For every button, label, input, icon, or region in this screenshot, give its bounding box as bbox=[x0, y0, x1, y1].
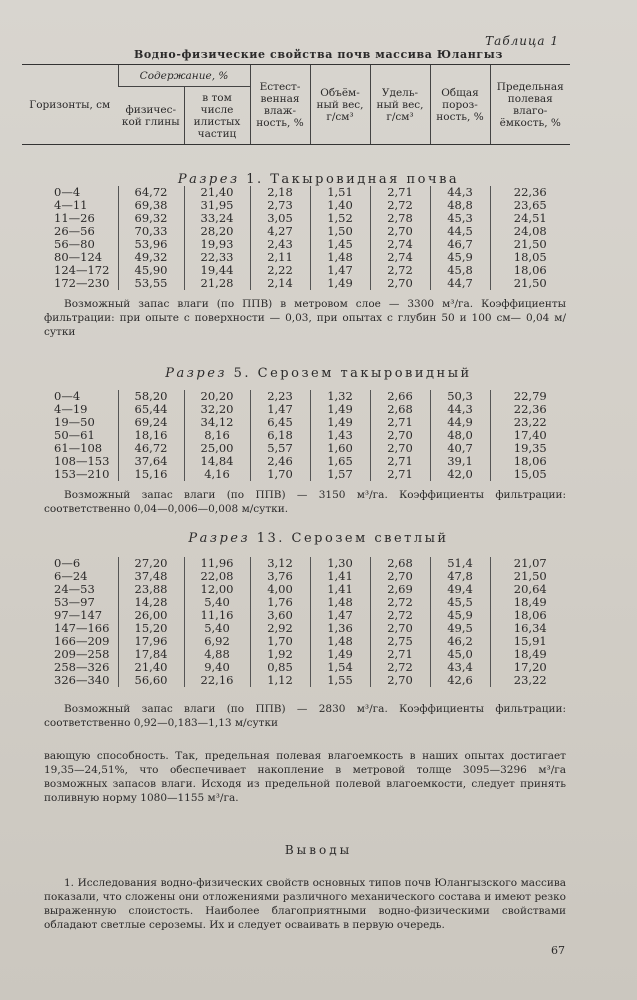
value-cell: 48,8 bbox=[430, 199, 490, 212]
value-cell: 2,70 bbox=[370, 277, 430, 290]
value-cell: 12,00 bbox=[184, 583, 250, 596]
value-cell: 2,71 bbox=[370, 648, 430, 661]
horizon-cell: 108—153 bbox=[54, 454, 110, 468]
table-row bbox=[22, 212, 570, 225]
col-moisture: Естест-венная влаж-ность, % bbox=[250, 65, 310, 145]
body-paragraph: вающую способность. Так, предельная полевая влагоемкость в наших опытах достигает 19,35—24,51%, что обеспечивает накопление в метровой толще 3095—3296 м³/га возможных запасов влаги. Исходя из предельной полевой влагоемкости, следует принять поливную норму 1080—1155 м³/га. bbox=[44, 750, 566, 804]
horizon-cell: 326—340 bbox=[54, 673, 110, 687]
horizon-cell: 0—6 bbox=[54, 556, 81, 570]
value-cell: 14,84 bbox=[184, 455, 250, 468]
horizon-cell: 26—56 bbox=[54, 224, 95, 238]
horizon-cell: 172—230 bbox=[54, 276, 110, 290]
conclusions-title: Выводы bbox=[284, 843, 353, 857]
value-cell: 18,16 bbox=[118, 429, 184, 442]
value-cell: 27,20 bbox=[118, 557, 184, 570]
value-cell: 1,51 bbox=[310, 186, 370, 199]
value-cell: 37,48 bbox=[118, 570, 184, 583]
value-cell: 5,57 bbox=[250, 442, 310, 455]
value-cell: 4,88 bbox=[184, 648, 250, 661]
value-cell: 19,35 bbox=[490, 442, 570, 455]
horizon-cell: 166—209 bbox=[54, 634, 110, 648]
value-cell: 1,52 bbox=[310, 212, 370, 225]
horizon-cell: 153—210 bbox=[54, 467, 110, 481]
value-cell: 2,70 bbox=[370, 570, 430, 583]
horizon-cell: 209—258 bbox=[54, 647, 110, 661]
value-cell: 23,65 bbox=[490, 199, 570, 212]
horizon-cell: 24—53 bbox=[54, 582, 95, 596]
value-cell: 1,47 bbox=[310, 264, 370, 277]
value-cell: 1,48 bbox=[310, 596, 370, 609]
value-cell: 1,49 bbox=[310, 403, 370, 416]
value-cell: 4,16 bbox=[184, 468, 250, 481]
value-cell: 6,92 bbox=[184, 635, 250, 648]
value-cell: 58,20 bbox=[118, 390, 184, 403]
horizon-cell: 50—61 bbox=[54, 428, 95, 442]
value-cell: 18,49 bbox=[490, 648, 570, 661]
table-row bbox=[22, 186, 570, 199]
table-number: Таблица 1 bbox=[485, 34, 559, 48]
value-cell: 22,36 bbox=[490, 403, 570, 416]
value-cell: 69,24 bbox=[118, 416, 184, 429]
value-cell: 45,90 bbox=[118, 264, 184, 277]
value-cell: 1,50 bbox=[310, 225, 370, 238]
value-cell: 2,70 bbox=[370, 622, 430, 635]
value-cell: 65,44 bbox=[118, 403, 184, 416]
value-cell: 1,45 bbox=[310, 238, 370, 251]
value-cell: 6,18 bbox=[250, 429, 310, 442]
value-cell: 2,70 bbox=[370, 442, 430, 455]
value-cell: 34,12 bbox=[184, 416, 250, 429]
horizon-cell: 4—11 bbox=[54, 198, 88, 212]
value-cell: 17,96 bbox=[118, 635, 184, 648]
value-cell: 51,4 bbox=[430, 557, 490, 570]
value-cell: 17,20 bbox=[490, 661, 570, 674]
table-row bbox=[22, 225, 570, 238]
value-cell: 2,92 bbox=[250, 622, 310, 635]
table-row bbox=[22, 238, 570, 251]
col-clay: физичес-кой глины bbox=[118, 87, 184, 145]
value-cell: 33,24 bbox=[184, 212, 250, 225]
value-cell: 15,16 bbox=[118, 468, 184, 481]
value-cell: 4,27 bbox=[250, 225, 310, 238]
value-cell: 22,08 bbox=[184, 570, 250, 583]
value-cell: 64,72 bbox=[118, 186, 184, 199]
col-bulk-density: Объём-ный вес, г/см³ bbox=[310, 65, 370, 145]
value-cell: 49,4 bbox=[430, 583, 490, 596]
value-cell: 1,36 bbox=[310, 622, 370, 635]
value-cell: 2,72 bbox=[370, 596, 430, 609]
value-cell: 2,70 bbox=[370, 225, 430, 238]
value-cell: 1,92 bbox=[250, 648, 310, 661]
value-cell: 2,66 bbox=[370, 390, 430, 403]
value-cell: 19,93 bbox=[184, 238, 250, 251]
value-cell: 1,60 bbox=[310, 442, 370, 455]
value-cell: 48,0 bbox=[430, 429, 490, 442]
value-cell: 18,06 bbox=[490, 609, 570, 622]
section-note: Возможный запас влаги (по ППВ) — 3150 м³/га. Коэффициенты фильтрации: соответственно 0,04—0,006—0,008 м/сутки. bbox=[44, 489, 566, 515]
value-cell: 1,40 bbox=[310, 199, 370, 212]
horizon-cell: 0—4 bbox=[54, 389, 81, 403]
value-cell: 42,0 bbox=[430, 468, 490, 481]
value-cell: 24,51 bbox=[490, 212, 570, 225]
value-cell: 15,20 bbox=[118, 622, 184, 635]
value-cell: 2,71 bbox=[370, 455, 430, 468]
value-cell: 1,30 bbox=[310, 557, 370, 570]
value-cell: 1,57 bbox=[310, 468, 370, 481]
value-cell: 5,40 bbox=[184, 622, 250, 635]
value-cell: 18,06 bbox=[490, 264, 570, 277]
value-cell: 53,96 bbox=[118, 238, 184, 251]
value-cell: 1,48 bbox=[310, 635, 370, 648]
value-cell: 3,60 bbox=[250, 609, 310, 622]
value-cell: 1,55 bbox=[310, 674, 370, 687]
value-cell: 47,8 bbox=[430, 570, 490, 583]
value-cell: 2,71 bbox=[370, 416, 430, 429]
value-cell: 21,40 bbox=[118, 661, 184, 674]
section-note: Возможный запас влаги (по ППВ) — 2830 м³/га. Коэффициенты фильтрации: соответственно 0,92—0,183—1,13 м/сутки bbox=[44, 703, 566, 729]
value-cell: 2,23 bbox=[250, 390, 310, 403]
value-cell: 46,2 bbox=[430, 635, 490, 648]
value-cell: 45,3 bbox=[430, 212, 490, 225]
col-horizon: Горизонты, см bbox=[22, 65, 118, 145]
horizon-cell: 6—24 bbox=[54, 569, 88, 583]
value-cell: 5,40 bbox=[184, 596, 250, 609]
value-cell: 2,74 bbox=[370, 251, 430, 264]
value-cell: 20,20 bbox=[184, 390, 250, 403]
value-cell: 25,00 bbox=[184, 442, 250, 455]
value-cell: 21,50 bbox=[490, 570, 570, 583]
value-cell: 17,84 bbox=[118, 648, 184, 661]
value-cell: 20,64 bbox=[490, 583, 570, 596]
value-cell: 18,49 bbox=[490, 596, 570, 609]
value-cell: 19,44 bbox=[184, 264, 250, 277]
value-cell: 16,34 bbox=[490, 622, 570, 635]
value-cell: 21,28 bbox=[184, 277, 250, 290]
value-cell: 2,70 bbox=[370, 429, 430, 442]
data-table bbox=[22, 557, 570, 687]
value-cell: 69,38 bbox=[118, 199, 184, 212]
value-cell: 9,40 bbox=[184, 661, 250, 674]
horizon-cell: 61—108 bbox=[54, 441, 103, 455]
value-cell: 2,43 bbox=[250, 238, 310, 251]
table-row bbox=[22, 468, 570, 481]
value-cell: 53,55 bbox=[118, 277, 184, 290]
value-cell: 2,71 bbox=[370, 186, 430, 199]
value-cell: 2,69 bbox=[370, 583, 430, 596]
value-cell: 14,28 bbox=[118, 596, 184, 609]
value-cell: 44,5 bbox=[430, 225, 490, 238]
value-cell: 21,50 bbox=[490, 238, 570, 251]
value-cell: 31,95 bbox=[184, 199, 250, 212]
value-cell: 1,76 bbox=[250, 596, 310, 609]
value-cell: 2,70 bbox=[370, 674, 430, 687]
value-cell: 23,22 bbox=[490, 674, 570, 687]
value-cell: 37,64 bbox=[118, 455, 184, 468]
table-row bbox=[22, 390, 570, 403]
value-cell: 21,50 bbox=[490, 277, 570, 290]
value-cell: 50,3 bbox=[430, 390, 490, 403]
data-table bbox=[22, 186, 570, 290]
value-cell: 2,68 bbox=[370, 557, 430, 570]
value-cell: 49,32 bbox=[118, 251, 184, 264]
section-title: 1. Такыровидная почва bbox=[246, 172, 460, 187]
value-cell: 11,16 bbox=[184, 609, 250, 622]
value-cell: 1,43 bbox=[310, 429, 370, 442]
value-cell: 42,6 bbox=[430, 674, 490, 687]
value-cell: 6,45 bbox=[250, 416, 310, 429]
conclusions-text: 1. Исследования водно-физических свойств основных типов почв Юлангызского массива показали, что сложены они отложениями различного механического состава и имеют резко выраженную слоистость. Наиболее благоприятными водно-физическими свойствами обладают светлые сероземы. Их и следует осваивать в первую очередь. bbox=[44, 877, 566, 931]
section-title: 5. Серозем такыровидный bbox=[233, 366, 472, 381]
value-cell: 40,7 bbox=[430, 442, 490, 455]
value-cell: 2,75 bbox=[370, 635, 430, 648]
value-cell: 22,33 bbox=[184, 251, 250, 264]
value-cell: 2,72 bbox=[370, 661, 430, 674]
value-cell: 2,74 bbox=[370, 238, 430, 251]
value-cell: 1,47 bbox=[310, 609, 370, 622]
table-row bbox=[22, 199, 570, 212]
value-cell: 21,40 bbox=[184, 186, 250, 199]
horizon-cell: 80—124 bbox=[54, 250, 103, 264]
value-cell: 4,00 bbox=[250, 583, 310, 596]
value-cell: 2,73 bbox=[250, 199, 310, 212]
value-cell: 3,05 bbox=[250, 212, 310, 225]
col-field-capacity: Предельная полевая влаго-ёмкость, % bbox=[490, 65, 570, 145]
section-label: Разрез bbox=[188, 531, 251, 546]
horizon-cell: 124—172 bbox=[54, 263, 110, 277]
table-row bbox=[22, 596, 570, 609]
value-cell: 39,1 bbox=[430, 455, 490, 468]
table-row bbox=[22, 570, 570, 583]
horizon-cell: 97—147 bbox=[54, 608, 103, 622]
value-cell: 22,16 bbox=[184, 674, 250, 687]
horizon-cell: 19—50 bbox=[54, 415, 95, 429]
value-cell: 1,48 bbox=[310, 251, 370, 264]
value-cell: 22,79 bbox=[490, 390, 570, 403]
value-cell: 15,05 bbox=[490, 468, 570, 481]
value-cell: 22,36 bbox=[490, 186, 570, 199]
table-row bbox=[22, 557, 570, 570]
value-cell: 8,16 bbox=[184, 429, 250, 442]
value-cell: 70,33 bbox=[118, 225, 184, 238]
value-cell: 2,72 bbox=[370, 264, 430, 277]
value-cell: 2,46 bbox=[250, 455, 310, 468]
table-row bbox=[22, 277, 570, 290]
value-cell: 0,85 bbox=[250, 661, 310, 674]
section-label: Разрез bbox=[165, 366, 227, 381]
table-row bbox=[22, 403, 570, 416]
value-cell: 23,22 bbox=[490, 416, 570, 429]
value-cell: 2,72 bbox=[370, 609, 430, 622]
value-cell: 44,7 bbox=[430, 277, 490, 290]
value-cell: 44,3 bbox=[430, 186, 490, 199]
horizon-cell: 147—166 bbox=[54, 621, 110, 635]
value-cell: 15,91 bbox=[490, 635, 570, 648]
value-cell: 2,11 bbox=[250, 251, 310, 264]
value-cell: 45,5 bbox=[430, 596, 490, 609]
section-heading bbox=[0, 531, 637, 546]
col-specific-gravity: Удель-ный вес, г/см³ bbox=[370, 65, 430, 145]
value-cell: 1,47 bbox=[250, 403, 310, 416]
value-cell: 45,8 bbox=[430, 264, 490, 277]
value-cell: 1,70 bbox=[250, 468, 310, 481]
table-header bbox=[22, 64, 570, 145]
value-cell: 23,88 bbox=[118, 583, 184, 596]
value-cell: 21,07 bbox=[490, 557, 570, 570]
value-cell: 1,32 bbox=[310, 390, 370, 403]
horizon-cell: 11—26 bbox=[54, 211, 95, 225]
value-cell: 44,9 bbox=[430, 416, 490, 429]
value-cell: 32,20 bbox=[184, 403, 250, 416]
value-cell: 43,4 bbox=[430, 661, 490, 674]
value-cell: 2,72 bbox=[370, 199, 430, 212]
col-porosity: Общая порoз-ность, % bbox=[430, 65, 490, 145]
section-note: Возможный запас влаги (по ППВ) в метровом слое — 3300 м³/га. Коэффициенты фильтрации: при опыте с поверхности — 0,03, при опытах с глубин 50 и 100 см— 0,04 м/сутки bbox=[44, 298, 566, 338]
value-cell: 1,49 bbox=[310, 416, 370, 429]
value-cell: 2,68 bbox=[370, 403, 430, 416]
value-cell: 45,9 bbox=[430, 609, 490, 622]
value-cell: 2,22 bbox=[250, 264, 310, 277]
value-cell: 1,41 bbox=[310, 570, 370, 583]
horizon-cell: 53—97 bbox=[54, 595, 95, 609]
value-cell: 3,12 bbox=[250, 557, 310, 570]
value-cell: 26,00 bbox=[118, 609, 184, 622]
value-cell: 2,14 bbox=[250, 277, 310, 290]
horizon-cell: 56—80 bbox=[54, 237, 95, 251]
page-number: 67 bbox=[551, 944, 565, 957]
value-cell: 1,49 bbox=[310, 648, 370, 661]
table-row bbox=[22, 674, 570, 687]
table-title: Водно-физические свойства почв массива Юлангыз bbox=[133, 48, 504, 61]
section-heading bbox=[0, 366, 637, 381]
value-cell: 1,65 bbox=[310, 455, 370, 468]
value-cell: 2,71 bbox=[370, 468, 430, 481]
value-cell: 49,5 bbox=[430, 622, 490, 635]
section-title: 13. Серозем светлый bbox=[256, 531, 449, 546]
horizon-cell: 0—4 bbox=[54, 185, 81, 199]
value-cell: 46,7 bbox=[430, 238, 490, 251]
value-cell: 1,41 bbox=[310, 583, 370, 596]
value-cell: 46,72 bbox=[118, 442, 184, 455]
table-row bbox=[22, 429, 570, 442]
value-cell: 44,3 bbox=[430, 403, 490, 416]
value-cell: 1,70 bbox=[250, 635, 310, 648]
value-cell: 56,60 bbox=[118, 674, 184, 687]
value-cell: 11,96 bbox=[184, 557, 250, 570]
value-cell: 45,9 bbox=[430, 251, 490, 264]
value-cell: 18,05 bbox=[490, 251, 570, 264]
col-group-content: Содержание, % bbox=[118, 65, 250, 87]
horizon-cell: 4—19 bbox=[54, 402, 88, 416]
value-cell: 69,32 bbox=[118, 212, 184, 225]
value-cell: 3,76 bbox=[250, 570, 310, 583]
table-row bbox=[22, 583, 570, 596]
value-cell: 1,49 bbox=[310, 277, 370, 290]
value-cell: 2,18 bbox=[250, 186, 310, 199]
value-cell: 2,78 bbox=[370, 212, 430, 225]
value-cell: 45,0 bbox=[430, 648, 490, 661]
col-silt: в том числе илистых частиц bbox=[184, 87, 250, 145]
data-table bbox=[22, 390, 570, 481]
value-cell: 1,54 bbox=[310, 661, 370, 674]
value-cell: 1,12 bbox=[250, 674, 310, 687]
table-row bbox=[22, 416, 570, 429]
value-cell: 17,40 bbox=[490, 429, 570, 442]
section-label: Разрез bbox=[177, 172, 240, 187]
value-cell: 28,20 bbox=[184, 225, 250, 238]
value-cell: 24,08 bbox=[490, 225, 570, 238]
value-cell: 18,06 bbox=[490, 455, 570, 468]
horizon-cell: 258—326 bbox=[54, 660, 110, 674]
